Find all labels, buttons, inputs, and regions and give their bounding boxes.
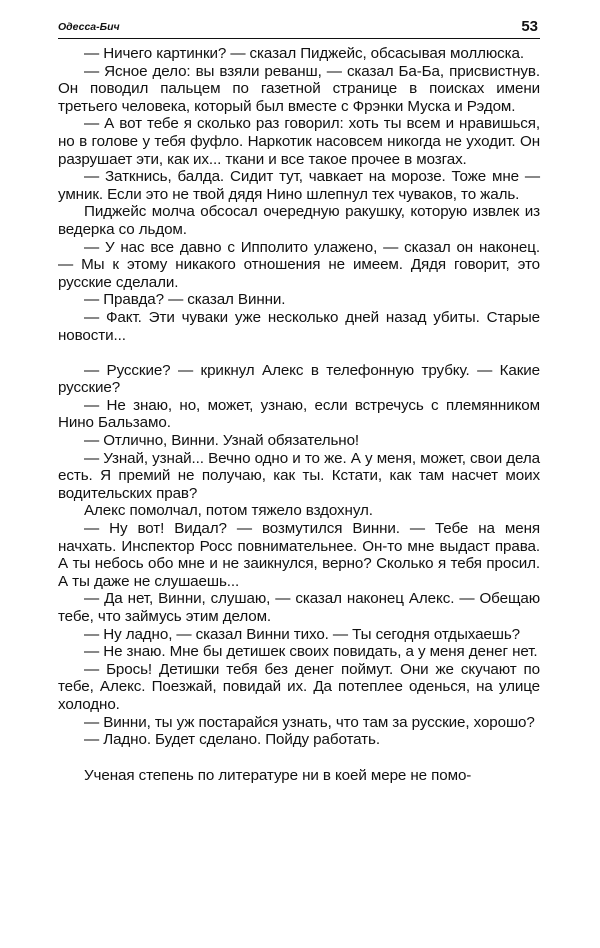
paragraph: — Русские? — крикнул Алекс в телефонную трубку. — Какие русские?: [58, 361, 540, 397]
paragraph: — Брось! Детишки тебя без денег поймут. Они же скучают по тебе, Алекс. Поезжай, повидай их. Да потеплее оденься, на улице холодно.: [58, 660, 540, 713]
paragraph: Пиджейс молча обсосал очередную ракушку, которую извлек из ведерка со льдом.: [58, 203, 540, 238]
paragraph: — Ну вот! Видал? — возмутился Винни. — Тебе на меня начхать. Инспектор Росс повнимательнее. Он-то мне выдаст права. А ты небось обо мне и не заикнулся, верно? Сколько я тебя просил. А ты даже не слушаешь...: [58, 520, 540, 590]
paragraph: — Да нет, Винни, слушаю, — сказал наконец Алекс. — Обещаю тебе, что займусь этим делом.: [58, 590, 540, 625]
paragraph: Алекс помолчал, потом тяжело вздохнул.: [84, 502, 373, 520]
paragraph: — У нас все давно с Ипполито улажено, — сказал он наконец. — Мы к этому никакого отношения не имеем. Дядя говорит, это русские сделали.: [58, 238, 540, 291]
running-title: Одесса-Бич: [58, 21, 120, 33]
paragraph: Ученая степень по литературе ни в коей мере не помо-: [84, 766, 472, 784]
paragraph: — Не знаю. Мне бы детишек своих повидать, а у меня денег нет.: [84, 643, 538, 661]
paragraph: — Заткнись, балда. Сидит тут, чавкает на морозе. Тоже мне — умник. Если это не твой дядя Нино шлепнул тех чуваков, то жаль.: [58, 168, 540, 203]
paragraph: — Винни, ты уж постарайся узнать, что там за русские, хорошо?: [84, 713, 535, 731]
page-header: [58, 20, 540, 39]
body-text: [58, 45, 540, 784]
paragraph: — Ладно. Будет сделано. Пойду работать.: [84, 731, 380, 749]
paragraph: — Ну ладно, — сказал Винни тихо. — Ты сегодня отдыхаешь?: [84, 625, 521, 643]
paragraph: — А вот тебе я сколько раз говорил: хоть ты всем и нравишься, но в голове у тебя фуфло. Наркотик насовсем никогда не уходит. Он разрушает эти, как их... ткани и все такое прочее в мозгах.: [58, 115, 540, 168]
paragraph: — Ничего картинки? — сказал Пиджейс, обсасывая моллюска.: [84, 45, 524, 62]
paragraph: — Отлично, Винни. Узнай обязательно!: [84, 432, 360, 450]
book-page: [58, 20, 540, 784]
page-number: 53: [521, 18, 538, 35]
paragraph: — Факт. Эти чуваки уже несколько дней назад убиты. Старые новости...: [58, 308, 540, 344]
paragraph: — Не знаю, но, может, узнаю, если встречусь с племянником Нино Бальзамо.: [58, 396, 540, 432]
paragraph: — Узнай, узнай... Вечно одно и то же. А у меня, может, свои дела есть. Я премий не получаю, как ты. Кстати, как там насчет моих водительских прав?: [58, 449, 540, 502]
paragraph: — Правда? — сказал Винни.: [84, 291, 286, 309]
paragraph: — Ясное дело: вы взяли реванш, — сказал Ба-Ба, присвистнув. Он поводил пальцем по газетной странице в поисках имени третьего человека, который был вместе с Фрэнки Муска и Рэдом.: [58, 62, 540, 115]
